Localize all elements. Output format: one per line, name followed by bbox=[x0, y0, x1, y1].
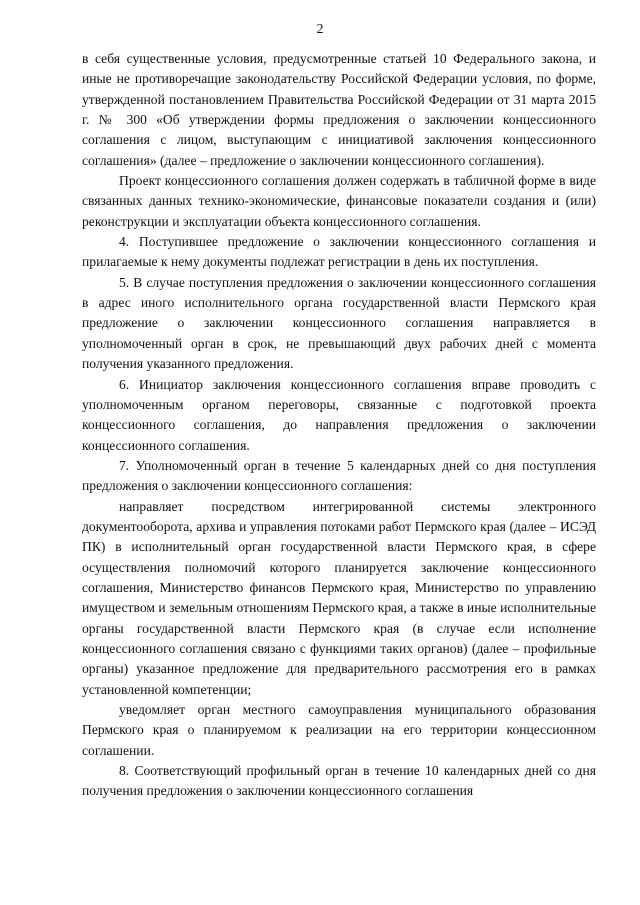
document-body bbox=[82, 49, 596, 802]
paragraph-2: Проект концессионного соглашения должен содержать в табличной форме в виде связанных данных технико-экономические, финансовые показатели создания и (или) реконструкции и эксплуатации объекта концессионного соглашения. bbox=[82, 173, 596, 229]
paragraph-5: 6. Инициатор заключения концессионного соглашения вправе проводить с уполномоченным органом переговоры, связанные с подготовкой проекта концессионного соглашения, до направления предложения о заключении концессионного соглашения. bbox=[82, 376, 596, 453]
paragraph-1: в себя существенные условия, предусмотренные статьей 10 Федерального закона, и иные не противоречащие законодательству Российской Федерации условия, по форме, утвержденной постановлением Правительства Российской Федерации от 31 марта 2015 г. № 300 «Об утверждении формы предложения о заключении концессионного соглашения с лицом, выступающим с инициативой заключения концессионного соглашения» (далее – предложение о заключении концессионного соглашения). bbox=[82, 51, 596, 168]
paragraph-7: направляет посредством интегрированной системы электронного документооборота, архива и управления потоками работ Пермского края (далее – ИСЭД ПК) в исполнительный орган государственной власти Пермского края, в сфере осуществления полномочий которого планируется заключение концессионного соглашения, Министерство финансов Пермского края, Министерство по управлению имуществом и земельным отношениям Пермского края, а также в иные исполнительные органы государственной власти Пермского края (в случае если исполнение концессионного соглашения связано с функциями таких органов) (далее – профильные органы) указанное предложение для предварительного рассмотрения его в рамках установленной компетенции; bbox=[82, 498, 596, 697]
paragraph-9: 8. Соответствующий профильный орган в течение 10 календарных дней со дня получения предложения о заключении концессионного соглашения bbox=[82, 763, 596, 799]
paragraph-3: 4. Поступившее предложение о заключении концессионного соглашения и прилагаемые к нему документы подлежат регистрации в день их поступления. bbox=[82, 234, 596, 270]
page-number: 2 bbox=[316, 22, 324, 37]
paragraph-6: 7. Уполномоченный орган в течение 5 календарных дней со дня поступления предложения о заключении концессионного соглашения: bbox=[82, 457, 596, 494]
paragraph-8: уведомляет орган местного самоуправления муниципального образования Пермского края о планируемом к реализации на его территории концессионном соглашении. bbox=[82, 702, 596, 758]
paragraph-4: 5. В случае поступления предложения о заключении концессионного соглашения в адрес иного исполнительного органа государственной власти Пермского края предложение о заключении концессионного соглашения направляется в уполномоченный орган в срок, не превышающий двух рабочих дней с момента получения указанного предложения. bbox=[82, 274, 596, 372]
